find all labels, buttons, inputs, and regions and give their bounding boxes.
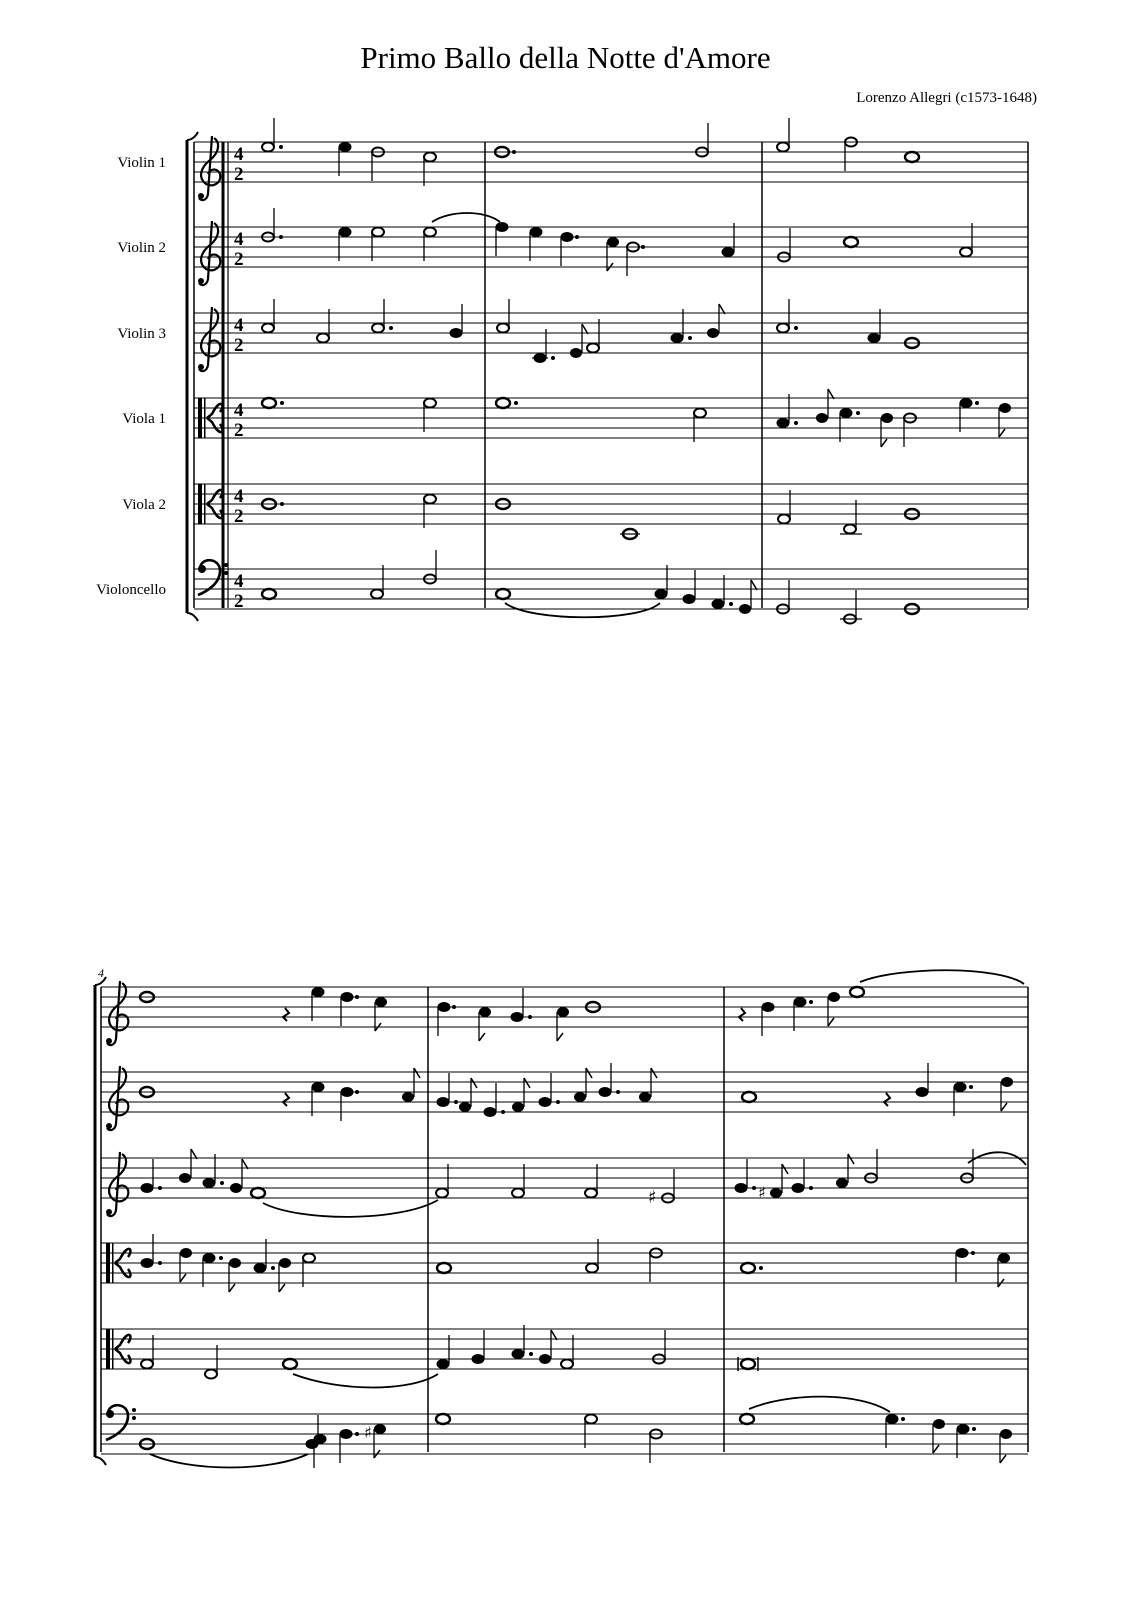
staff-staves2-1 xyxy=(101,987,1028,1027)
staff-staves1-6 xyxy=(194,569,1028,609)
staff-staves1-5 xyxy=(194,484,1028,524)
svg-text:♯: ♯ xyxy=(758,1183,766,1202)
instrument-name: Violin 3 xyxy=(117,326,166,342)
time-signature-top: 4 xyxy=(234,315,244,336)
staff-staves2-2 xyxy=(101,1072,1028,1112)
measure-number: 4 xyxy=(98,966,104,980)
treble-clef-icon xyxy=(198,136,220,200)
violin3-m4-6 xyxy=(141,1149,1026,1217)
instrument-name: Violin 1 xyxy=(117,155,166,171)
treble-clef-icon xyxy=(106,981,128,1045)
system-2 xyxy=(95,966,1028,1468)
time-signature-bottom: 2 xyxy=(234,506,244,527)
bass-clef-icon xyxy=(106,1405,136,1440)
instrument-name: Viola 2 xyxy=(122,497,166,513)
treble-clef-icon xyxy=(198,221,220,285)
time-signature-top: 4 xyxy=(234,229,244,250)
treble-clef-icon xyxy=(106,1066,128,1130)
svg-text:♯: ♯ xyxy=(648,1187,657,1208)
time-signature-top: 4 xyxy=(234,400,244,421)
staff-staves2-5 xyxy=(101,1329,1028,1369)
score-title: Primo Ballo della Notte d'Amore xyxy=(360,40,771,75)
treble-clef-icon xyxy=(106,1152,128,1216)
time-signature-bottom: 2 xyxy=(234,249,244,270)
time-signature-bottom: 2 xyxy=(234,164,244,185)
staff-staves2-3 xyxy=(101,1158,1028,1198)
time-signature-bottom: 2 xyxy=(234,591,244,612)
composer-credit: Lorenzo Allegri (c1573-1648) xyxy=(856,90,1037,106)
time-signature-top: 4 xyxy=(234,486,244,507)
staff-staves1-1 xyxy=(194,142,1028,182)
staff-staves1-3 xyxy=(194,313,1028,353)
treble-clef-icon xyxy=(198,307,220,371)
time-signature-bottom: 2 xyxy=(234,420,244,441)
instrument-name: Violin 2 xyxy=(117,240,166,256)
violin2-m1-3 xyxy=(262,208,972,276)
time-signature-bottom: 2 xyxy=(234,335,244,356)
staff-staves1-2 xyxy=(194,227,1028,267)
instrument-name: Violoncello xyxy=(96,582,166,598)
violoncello-m1-3 xyxy=(262,550,919,624)
violoncello-m4-6 xyxy=(140,1397,1012,1468)
time-signature-top: 4 xyxy=(234,144,244,165)
svg-text:♯: ♯ xyxy=(364,1423,372,1442)
violin1-m4-6 xyxy=(140,970,1024,1041)
instrument-name: Viola 1 xyxy=(122,411,166,427)
viola2-m4-6 xyxy=(141,1325,758,1388)
time-signature-top: 4 xyxy=(234,571,244,592)
staff-staves1-4 xyxy=(194,398,1028,438)
system-1 xyxy=(96,118,1028,624)
